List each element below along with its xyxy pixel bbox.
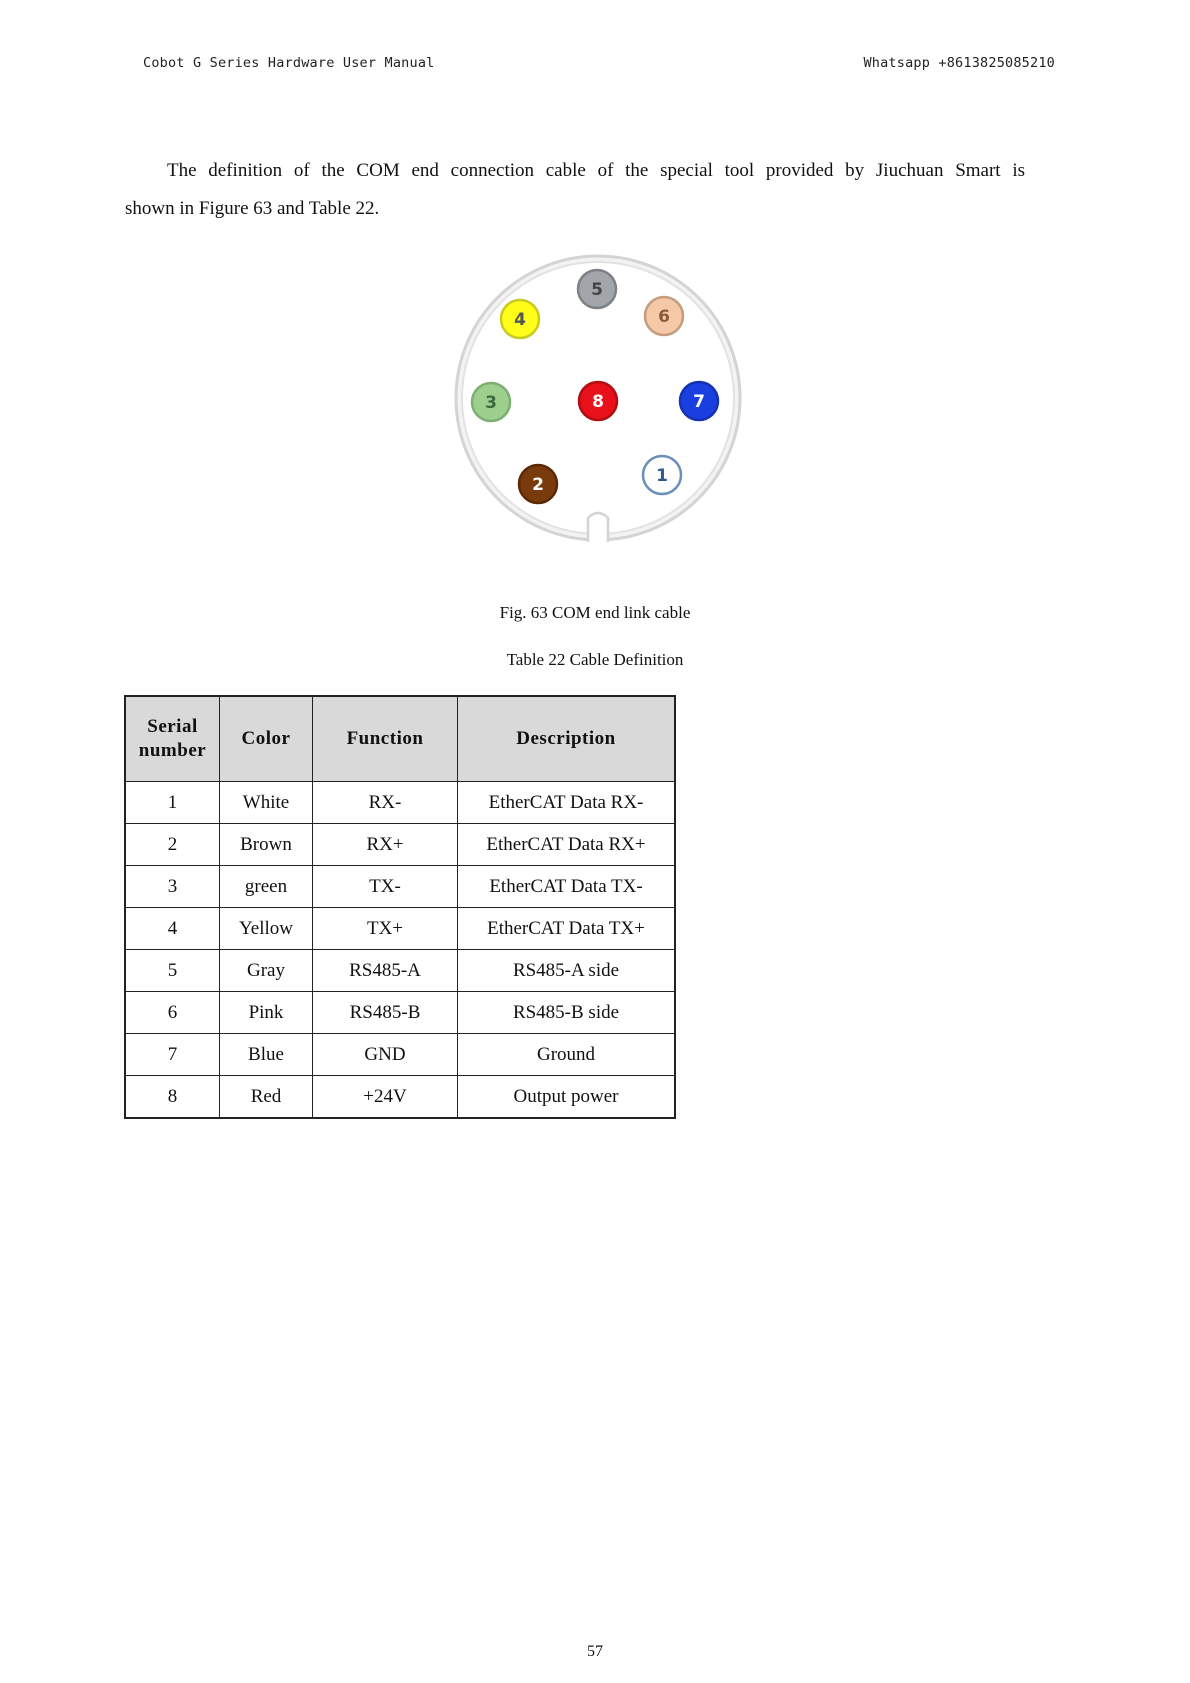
cell-function: RS485-A	[313, 950, 458, 992]
cell-description: EtherCAT Data RX+	[458, 824, 676, 866]
cell-description: EtherCAT Data RX-	[458, 782, 676, 824]
cell-serial: 4	[125, 908, 220, 950]
pin-2-label: 2	[532, 475, 544, 495]
cell-serial: 7	[125, 1034, 220, 1076]
cell-function: RX-	[313, 782, 458, 824]
table-row	[125, 1076, 675, 1119]
pin-4-label: 4	[514, 310, 526, 330]
page-number: 57	[587, 1643, 603, 1660]
header-serial-number	[125, 696, 220, 782]
cell-color: Yellow	[220, 908, 313, 950]
pin-7	[680, 382, 718, 420]
header-description: Description	[458, 696, 676, 782]
cell-function: RS485-B	[313, 992, 458, 1034]
cell-color: Gray	[220, 950, 313, 992]
cell-function: +24V	[313, 1076, 458, 1119]
pin-8	[579, 382, 617, 420]
pin-1-label: 1	[656, 466, 668, 486]
header-function: Function	[313, 696, 458, 782]
cell-color: green	[220, 866, 313, 908]
pin-4	[501, 300, 539, 338]
cell-description: Output power	[458, 1076, 676, 1119]
running-header-title: Cobot G Series Hardware User Manual	[143, 55, 435, 71]
cell-serial: 2	[125, 824, 220, 866]
header-serial-number-label: Serial number	[138, 716, 207, 761]
pin-3-label: 3	[485, 393, 497, 413]
pin-6	[645, 297, 683, 335]
cell-function: RX+	[313, 824, 458, 866]
cell-description: Ground	[458, 1034, 676, 1076]
table-row	[125, 992, 675, 1034]
table-row	[125, 824, 675, 866]
pin-5-label: 5	[591, 280, 603, 300]
cell-serial: 1	[125, 782, 220, 824]
table-header-row	[125, 696, 675, 782]
table-row	[125, 782, 675, 824]
cell-function: TX+	[313, 908, 458, 950]
header-color: Color	[220, 696, 313, 782]
cell-function: GND	[313, 1034, 458, 1076]
body-paragraph	[125, 152, 1025, 228]
table-caption: Table 22 Cable Definition	[506, 650, 684, 669]
cell-serial: 8	[125, 1076, 220, 1119]
pin-7-label: 7	[693, 392, 705, 412]
cell-serial: 3	[125, 866, 220, 908]
pin-8-label: 8	[592, 392, 604, 412]
pin-6-label: 6	[658, 307, 670, 327]
figure-caption: Fig. 63 COM end link cable	[499, 603, 691, 622]
cell-color: Red	[220, 1076, 313, 1119]
pin-1	[643, 456, 681, 494]
cell-color: Blue	[220, 1034, 313, 1076]
table-row	[125, 908, 675, 950]
cell-description: RS485-B side	[458, 992, 676, 1034]
connector-pinout-diagram	[448, 250, 748, 550]
table-row	[125, 950, 675, 992]
running-header-contact: Whatsapp +8613825085210	[863, 55, 1055, 71]
cell-description: EtherCAT Data TX-	[458, 866, 676, 908]
table-row	[125, 1034, 675, 1076]
cell-color: Brown	[220, 824, 313, 866]
pin-5	[578, 270, 616, 308]
cable-definition-table	[124, 695, 676, 1119]
table-row	[125, 866, 675, 908]
cell-description: RS485-A side	[458, 950, 676, 992]
cell-color: Pink	[220, 992, 313, 1034]
cell-serial: 5	[125, 950, 220, 992]
cell-color: White	[220, 782, 313, 824]
body-paragraph-line-2: shown in Figure 63 and Table 22.	[125, 198, 380, 219]
body-paragraph-line-1: The definition of the COM end connection cable of the special tool provided by Jiuchuan Smart is	[167, 160, 1025, 181]
pin-2	[519, 465, 557, 503]
cell-description: EtherCAT Data TX+	[458, 908, 676, 950]
cell-function: TX-	[313, 866, 458, 908]
cell-serial: 6	[125, 992, 220, 1034]
pin-3	[472, 383, 510, 421]
